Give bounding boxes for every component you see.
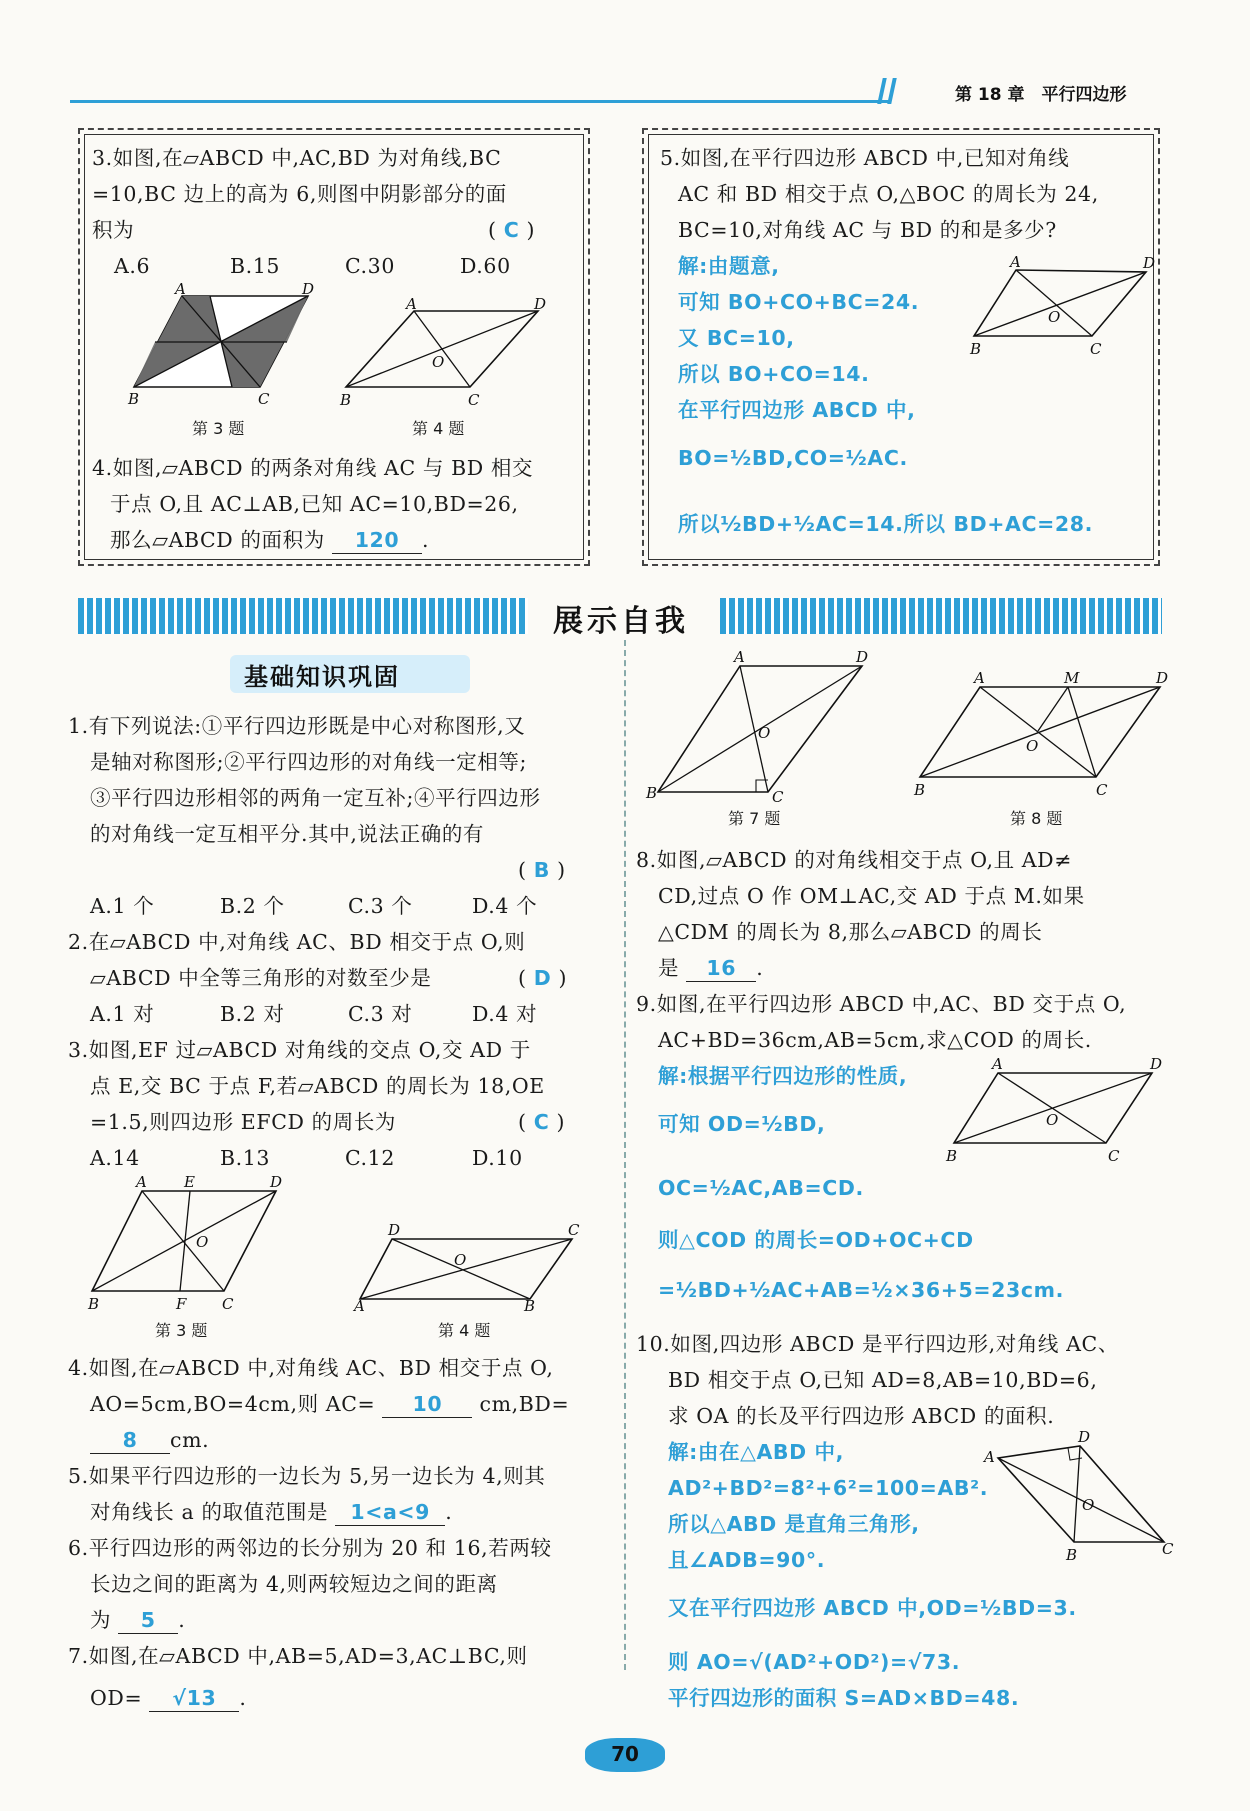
figure-box-q4 [330,295,550,415]
q10-solution: 又在平行四边形 ABCD 中,OD=½BD=3. [668,1596,1077,1620]
q3-line: 积为 [92,218,135,242]
q2-answer: D [533,966,552,990]
q2-option: B.2 对 [220,1002,285,1026]
q4b-line: 4.如图,在▱ABCD 中,对角线 AC、BD 相交于点 O, [68,1356,554,1380]
q5-solution: 可知 BO+CO+BC=24. [678,290,920,314]
q3-option: C.30 [345,254,395,278]
caption-q3: 第 3 题 [192,419,245,438]
q8-line: CD,过点 O 作 OM⊥AC,交 AD 于点 M.如果 [658,884,1085,908]
caption-q4b: 第 4 题 [438,1321,491,1340]
q1-option: A.1 个 [90,894,155,918]
column-divider [624,640,626,1670]
q9-line: 9.如图,在平行四边形 ABCD 中,AC、BD 交于点 O, [636,992,1127,1016]
q9-line: AC+BD=36cm,AB=5cm,求△COD 的周长. [658,1028,1092,1052]
q6-line: 6.平行四边形的两邻边的长分别为 20 和 16,若两较 [68,1536,552,1560]
q3b-line: 3.如图,EF 过▱ABCD 对角线的交点 O,交 AD 于 [68,1038,531,1062]
q6-answer: 5 [118,1607,178,1634]
q1-line: 的对角线一定互相平分.其中,说法正确的有 [90,822,485,846]
q3-paren: ( C ) [488,218,536,242]
q5b-line: 对角线长 a 的取值范围是 1<a<9 . [90,1500,453,1524]
q10-line: BD 相交于点 O,已知 AD=8,AB=10,BD=6, [668,1368,1098,1392]
svg-text:O: O [1048,308,1061,326]
svg-text:O: O [1046,1111,1059,1129]
svg-text:D: D [1156,669,1169,687]
svg-text:C: C [222,1295,234,1313]
q5-solution: BO=½BD,CO=½AC. [678,446,908,470]
q3b-line: 点 E,交 BC 于点 F,若▱ABCD 的周长为 18,OE [90,1074,545,1098]
q8-answer: 16 [686,955,756,982]
caption-q8: 第 8 题 [1010,809,1063,828]
svg-text:A: A [136,1173,147,1191]
q7-answer: √13 [149,1685,239,1712]
q3-answer: C [503,218,520,242]
q5-solution: 所以½BD+½AC=14.所以 BD+AC=28. [678,512,1094,536]
q1-paren: ( B ) [518,858,566,882]
svg-text:O: O [196,1233,209,1251]
q4-answer-blank: 120 [332,527,422,554]
q9-solution: 可知 OD=½BD, [658,1112,826,1136]
q1-option: B.2 个 [220,894,285,918]
svg-text:A: A [974,669,985,687]
q5-line: BC=10,对角线 AC 与 BD 的和是多少? [678,218,1057,242]
q3-option: B.15 [230,254,281,278]
q10-line: 求 OA 的长及平行四边形 ABCD 的面积. [668,1404,1055,1428]
q10-solution: 平行四边形的面积 S=AD×BD=48. [668,1686,1020,1710]
q10-solution: 解:由在△ABD 中, [668,1440,844,1464]
figure-q5 [960,250,1160,360]
svg-text:E: E [184,1173,195,1191]
caption-q4: 第 4 题 [412,419,465,438]
svg-text:O: O [1082,1496,1095,1514]
svg-text:O: O [758,724,771,742]
svg-text:B: B [914,781,926,799]
q9-solution: OC=½AC,AB=CD. [658,1176,864,1200]
q4b-answer-ac: 10 [382,1391,472,1418]
svg-text:M: M [1064,669,1080,687]
q9-solution: =½BD+½AC+AB=½×36+5=23cm. [658,1278,1064,1302]
svg-text:C: C [1090,340,1102,358]
q5-solution: 在平行四边形 ABCD 中, [678,398,916,422]
q10-solution: AD²+BD²=8²+6²=100=AB². [668,1476,989,1500]
figure-box-q3 [120,282,320,412]
banner-title: 展示自我 [553,604,689,639]
q4b-answer-bd: 8 [90,1427,170,1454]
svg-text:D: D [1150,1055,1163,1073]
svg-text:B: B [1066,1546,1078,1564]
q8-line: 8.如图,▱ABCD 的对角线相交于点 O,且 AD≠ [636,848,1072,872]
q5-line: 5.如图,在平行四边形 ABCD 中,已知对角线 [660,146,1070,170]
q3-option: A.6 [114,254,151,278]
q1-line: ③平行四边形相邻的两角一定互补;④平行四边形 [90,786,541,810]
svg-text:B: B [128,390,140,408]
q8-line: △CDM 的周长为 8,那么▱ABCD 的周长 [658,920,1043,944]
svg-text:A: A [354,1297,365,1315]
svg-text:B: B [646,784,658,802]
svg-text:C: C [568,1221,580,1239]
caption-q3b: 第 3 题 [155,1321,208,1340]
page-number: 70 [585,1738,665,1772]
q5b-line: 5.如果平行四边形的一边长为 5,另一边长为 4,则其 [68,1464,546,1488]
figure-q9 [942,1055,1162,1165]
svg-text:B: B [970,340,982,358]
svg-text:A: A [984,1448,995,1466]
q3-line: 3.如图,在▱ABCD 中,AC,BD 为对角线,BC [92,146,502,170]
svg-text:D: D [1078,1428,1091,1446]
q4b-line: 8 cm. [90,1422,209,1458]
figure-q8 [910,665,1170,799]
svg-text:C: C [258,390,270,408]
chapter-title: 第 18 章 平行四边形 [955,85,1127,105]
svg-text:C: C [468,391,480,409]
q1-line: 是轴对称图形;②平行四边形的对角线一定相等; [90,750,528,774]
figure-q3b [84,1175,294,1315]
q3-option: D.60 [460,254,511,278]
q10-line: 10.如图,四边形 ABCD 是平行四边形,对角线 AC、 [636,1332,1119,1356]
q8-line: 是 16 . [658,956,764,980]
q9-solution: 解:根据平行四边形的性质, [658,1064,908,1088]
q1-answer: B [533,858,550,882]
q3b-option: C.12 [345,1146,395,1170]
q3b-option: A.14 [90,1146,140,1170]
q10-solution: 且∠ADB=90°. [668,1548,826,1572]
q10-solution: 所以△ABD 是直角三角形, [668,1512,920,1536]
q3b-paren: ( C ) [518,1110,566,1134]
q2-option: A.1 对 [90,1002,155,1026]
q7-line: OD= √13 . [90,1686,247,1710]
svg-text:A: A [992,1055,1003,1073]
q9-solution: 则△COD 的周长=OD+OC+CD [658,1228,974,1252]
svg-text:A: A [734,648,745,666]
svg-text:D: D [534,295,547,313]
section-title: 基础知识巩固 [230,655,470,693]
header-slash [887,78,897,104]
svg-text:O: O [432,353,445,371]
svg-text:B: B [946,1147,958,1165]
svg-text:C: C [772,788,784,806]
q1-option: D.4 个 [472,894,538,918]
svg-text:B: B [340,391,352,409]
svg-text:A: A [406,295,417,313]
svg-text:F: F [176,1295,187,1313]
banner-stripe-left [78,598,528,634]
figure-q7 [644,648,884,808]
q3b-line: =1.5,则四边形 EFCD 的周长为 [90,1110,397,1134]
banner-stripe-right [720,598,1162,634]
q6-line: 长边之间的距离为 4,则两较短边之间的距离 [90,1572,498,1596]
svg-text:D: D [302,280,315,298]
q7-line: 7.如图,在▱ABCD 中,AB=5,AD=3,AC⊥BC,则 [68,1644,528,1668]
q1-option: C.3 个 [348,894,413,918]
q1-line: 1.有下列说法:①平行四边形既是中心对称图形,又 [68,714,526,738]
q3-line: =10,BC 边上的高为 6,则图中阴影部分的面 [92,182,507,206]
q2-option: D.4 对 [472,1002,538,1026]
svg-text:B: B [524,1297,536,1315]
q10-solution: 则 AO=√(AD²+OD²)=√73. [668,1650,961,1674]
q4b-line: AO=5cm,BO=4cm,则 AC= 10 cm,BD= [90,1392,570,1416]
svg-text:D: D [388,1221,401,1239]
q2-option: C.3 对 [348,1002,413,1026]
q5-solution: 所以 BO+CO=14. [678,362,870,386]
q2-line: 2.在▱ABCD 中,对角线 AC、BD 相交于点 O,则 [68,930,526,954]
q3b-answer: C [533,1110,550,1134]
q4-line: 于点 O,且 AC⊥AB,已知 AC=10,BD=26, [110,492,519,516]
q4-line: 那么▱ABCD 的面积为 120 . [110,528,430,552]
q5-solution: 又 BC=10, [678,326,795,350]
caption-q7: 第 7 题 [728,809,781,828]
q5-solution: 解:由题意, [678,254,780,278]
q3b-option: B.13 [220,1146,271,1170]
q3b-option: D.10 [472,1146,523,1170]
q5b-answer: 1<a<9 [335,1499,445,1526]
q6-line: 为 5 . [90,1608,186,1632]
svg-text:C: C [1096,781,1108,799]
svg-text:A: A [175,280,186,298]
svg-text:O: O [454,1251,467,1269]
svg-text:D: D [856,648,869,666]
header-rule [70,100,890,103]
svg-text:D: D [270,1173,283,1191]
q5-line: AC 和 BD 相交于点 O,△BOC 的周长为 24, [678,182,1099,206]
svg-text:D: D [1143,254,1156,272]
svg-text:A: A [1010,253,1021,271]
q4-line: 4.如图,▱ABCD 的两条对角线 AC 与 BD 相交 [92,456,534,480]
q2-paren: ( D ) [518,966,568,990]
svg-text:O: O [1026,737,1039,755]
svg-text:C: C [1162,1540,1174,1558]
svg-text:B: B [88,1295,100,1313]
figure-q10 [980,1428,1174,1564]
svg-text:C: C [1108,1147,1120,1165]
figure-q4b [350,1215,590,1315]
q2-line: ▱ABCD 中全等三角形的对数至少是 [90,966,432,990]
